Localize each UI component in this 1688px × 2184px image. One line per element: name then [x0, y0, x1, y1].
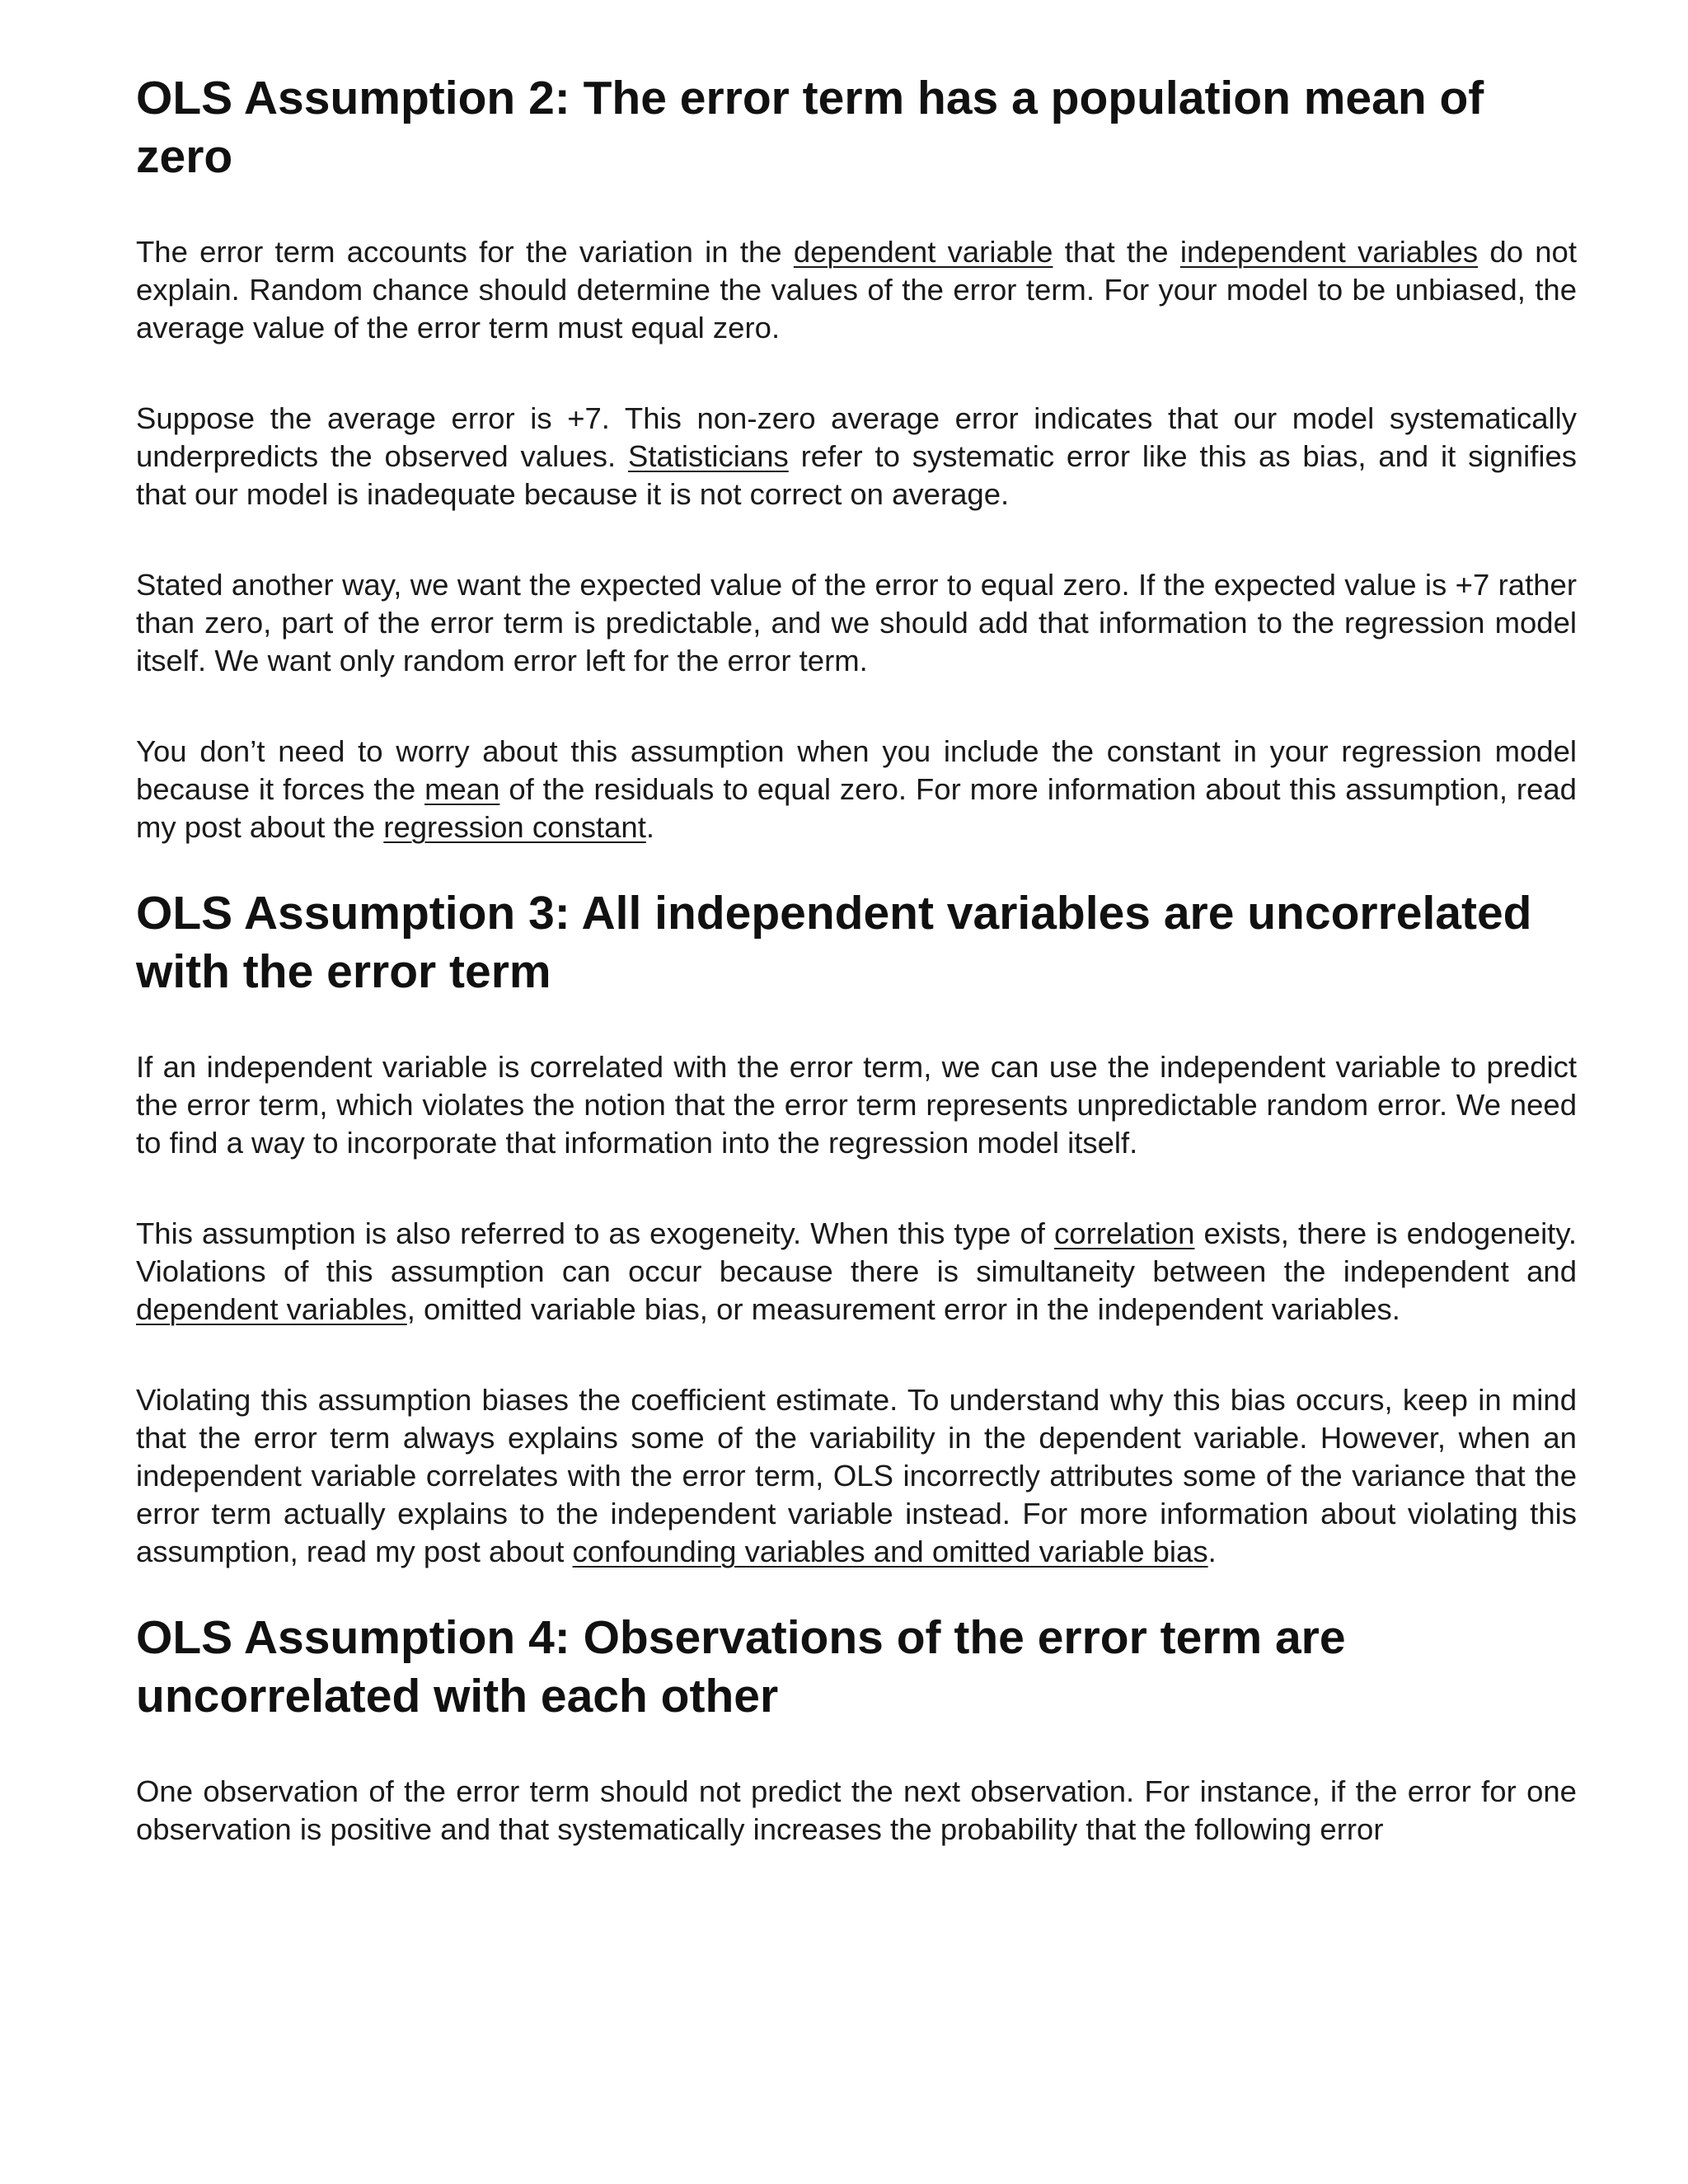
text-run: If an independent variable is correlated with the error term, we can use the independent variable to predict the error term, which violates the notion that the error term represents unpredictable random error. We need to find a way to incorporate that information into the regression model itself. [136, 1050, 1577, 1160]
link-regression-constant[interactable]: regression constant [383, 810, 646, 844]
paragraph [136, 1773, 1577, 1849]
heading-assumption-3: OLS Assumption 3: All independent variables are uncorrelated with the error term [136, 887, 1532, 998]
document-page [136, 64, 1577, 1849]
link-independent-variables[interactable]: independent variables [1179, 235, 1479, 269]
link-dependent-variable[interactable]: dependent variable [793, 235, 1053, 269]
text-run: The error term accounts for the variation in the [136, 235, 794, 269]
text-run: refer to systematic error like this as bias, and it signifies that our model is inadequate because it is not correct on average. [136, 439, 1577, 511]
text-run: Violating this assumption biases the coefficient estimate. To understand why this bias occurs, keep in mind that the error term always explains some of the variability in the dependent variable. However, when an independent variable correlates with the error term, OLS incorrectly attributes some of the variance that the error term actually explains to the independent variable instead. For more information about violating this assumption, read my post about [136, 1383, 1577, 1568]
link-statisticians[interactable]: Statisticians [628, 439, 789, 473]
text-run: Suppose the average error is +7. This non-zero average error indicates that our model systematically underpredicts the observed values. [136, 401, 1577, 473]
text-run: , omitted variable bias, or measurement error in the independent variables. [406, 1292, 1400, 1326]
paragraph [136, 566, 1577, 680]
paragraph [136, 1381, 1577, 1571]
text-run: . [645, 810, 654, 844]
link-confounding-variables[interactable]: confounding variables and omitted variable bias [572, 1535, 1208, 1568]
text-run: . [1207, 1535, 1217, 1568]
text-run: One observation of the error term should not predict the next observation. For instance, if the error for one observation is positive and that systematically increases the probability that the following error [136, 1774, 1577, 1846]
text-run: that the [1053, 235, 1180, 269]
text-run: Stated another way, we want the expected value of the error to equal zero. If the expected value is +7 rather than zero, part of the error term is predictable, and we should add that information to the regression model itself. We want only random error left for the error term. [136, 568, 1577, 677]
paragraph [136, 233, 1577, 347]
text-run: do not explain. Random chance should determine the values of the error term. For your model to be unbiased, the average value of the error term must equal zero. [136, 235, 1577, 344]
paragraph [136, 733, 1577, 846]
paragraph [136, 400, 1577, 513]
paragraph [136, 1215, 1577, 1329]
text-run: exists, there is endogeneity. Violations of this assumption can occur because there is simultaneity between the independent and [136, 1216, 1578, 1288]
text-run: This assumption is also referred to as exogeneity. When this type of [136, 1216, 1055, 1250]
heading-assumption-2: OLS Assumption 2: The error term has a population mean of zero [136, 72, 1484, 183]
text-run: You don’t need to worry about this assumption when you include the constant in your regression model because it forces the [136, 734, 1577, 806]
link-dependent-variables[interactable]: dependent variables [136, 1292, 407, 1326]
link-correlation[interactable]: correlation [1054, 1216, 1195, 1250]
text-run: of the residuals to equal zero. For more information about this assumption, read my post about the [136, 772, 1577, 844]
link-mean[interactable]: mean [424, 772, 500, 806]
paragraph [136, 1048, 1577, 1162]
heading-assumption-4: OLS Assumption 4: Observations of the error term are uncorrelated with each other [136, 1611, 1346, 1722]
